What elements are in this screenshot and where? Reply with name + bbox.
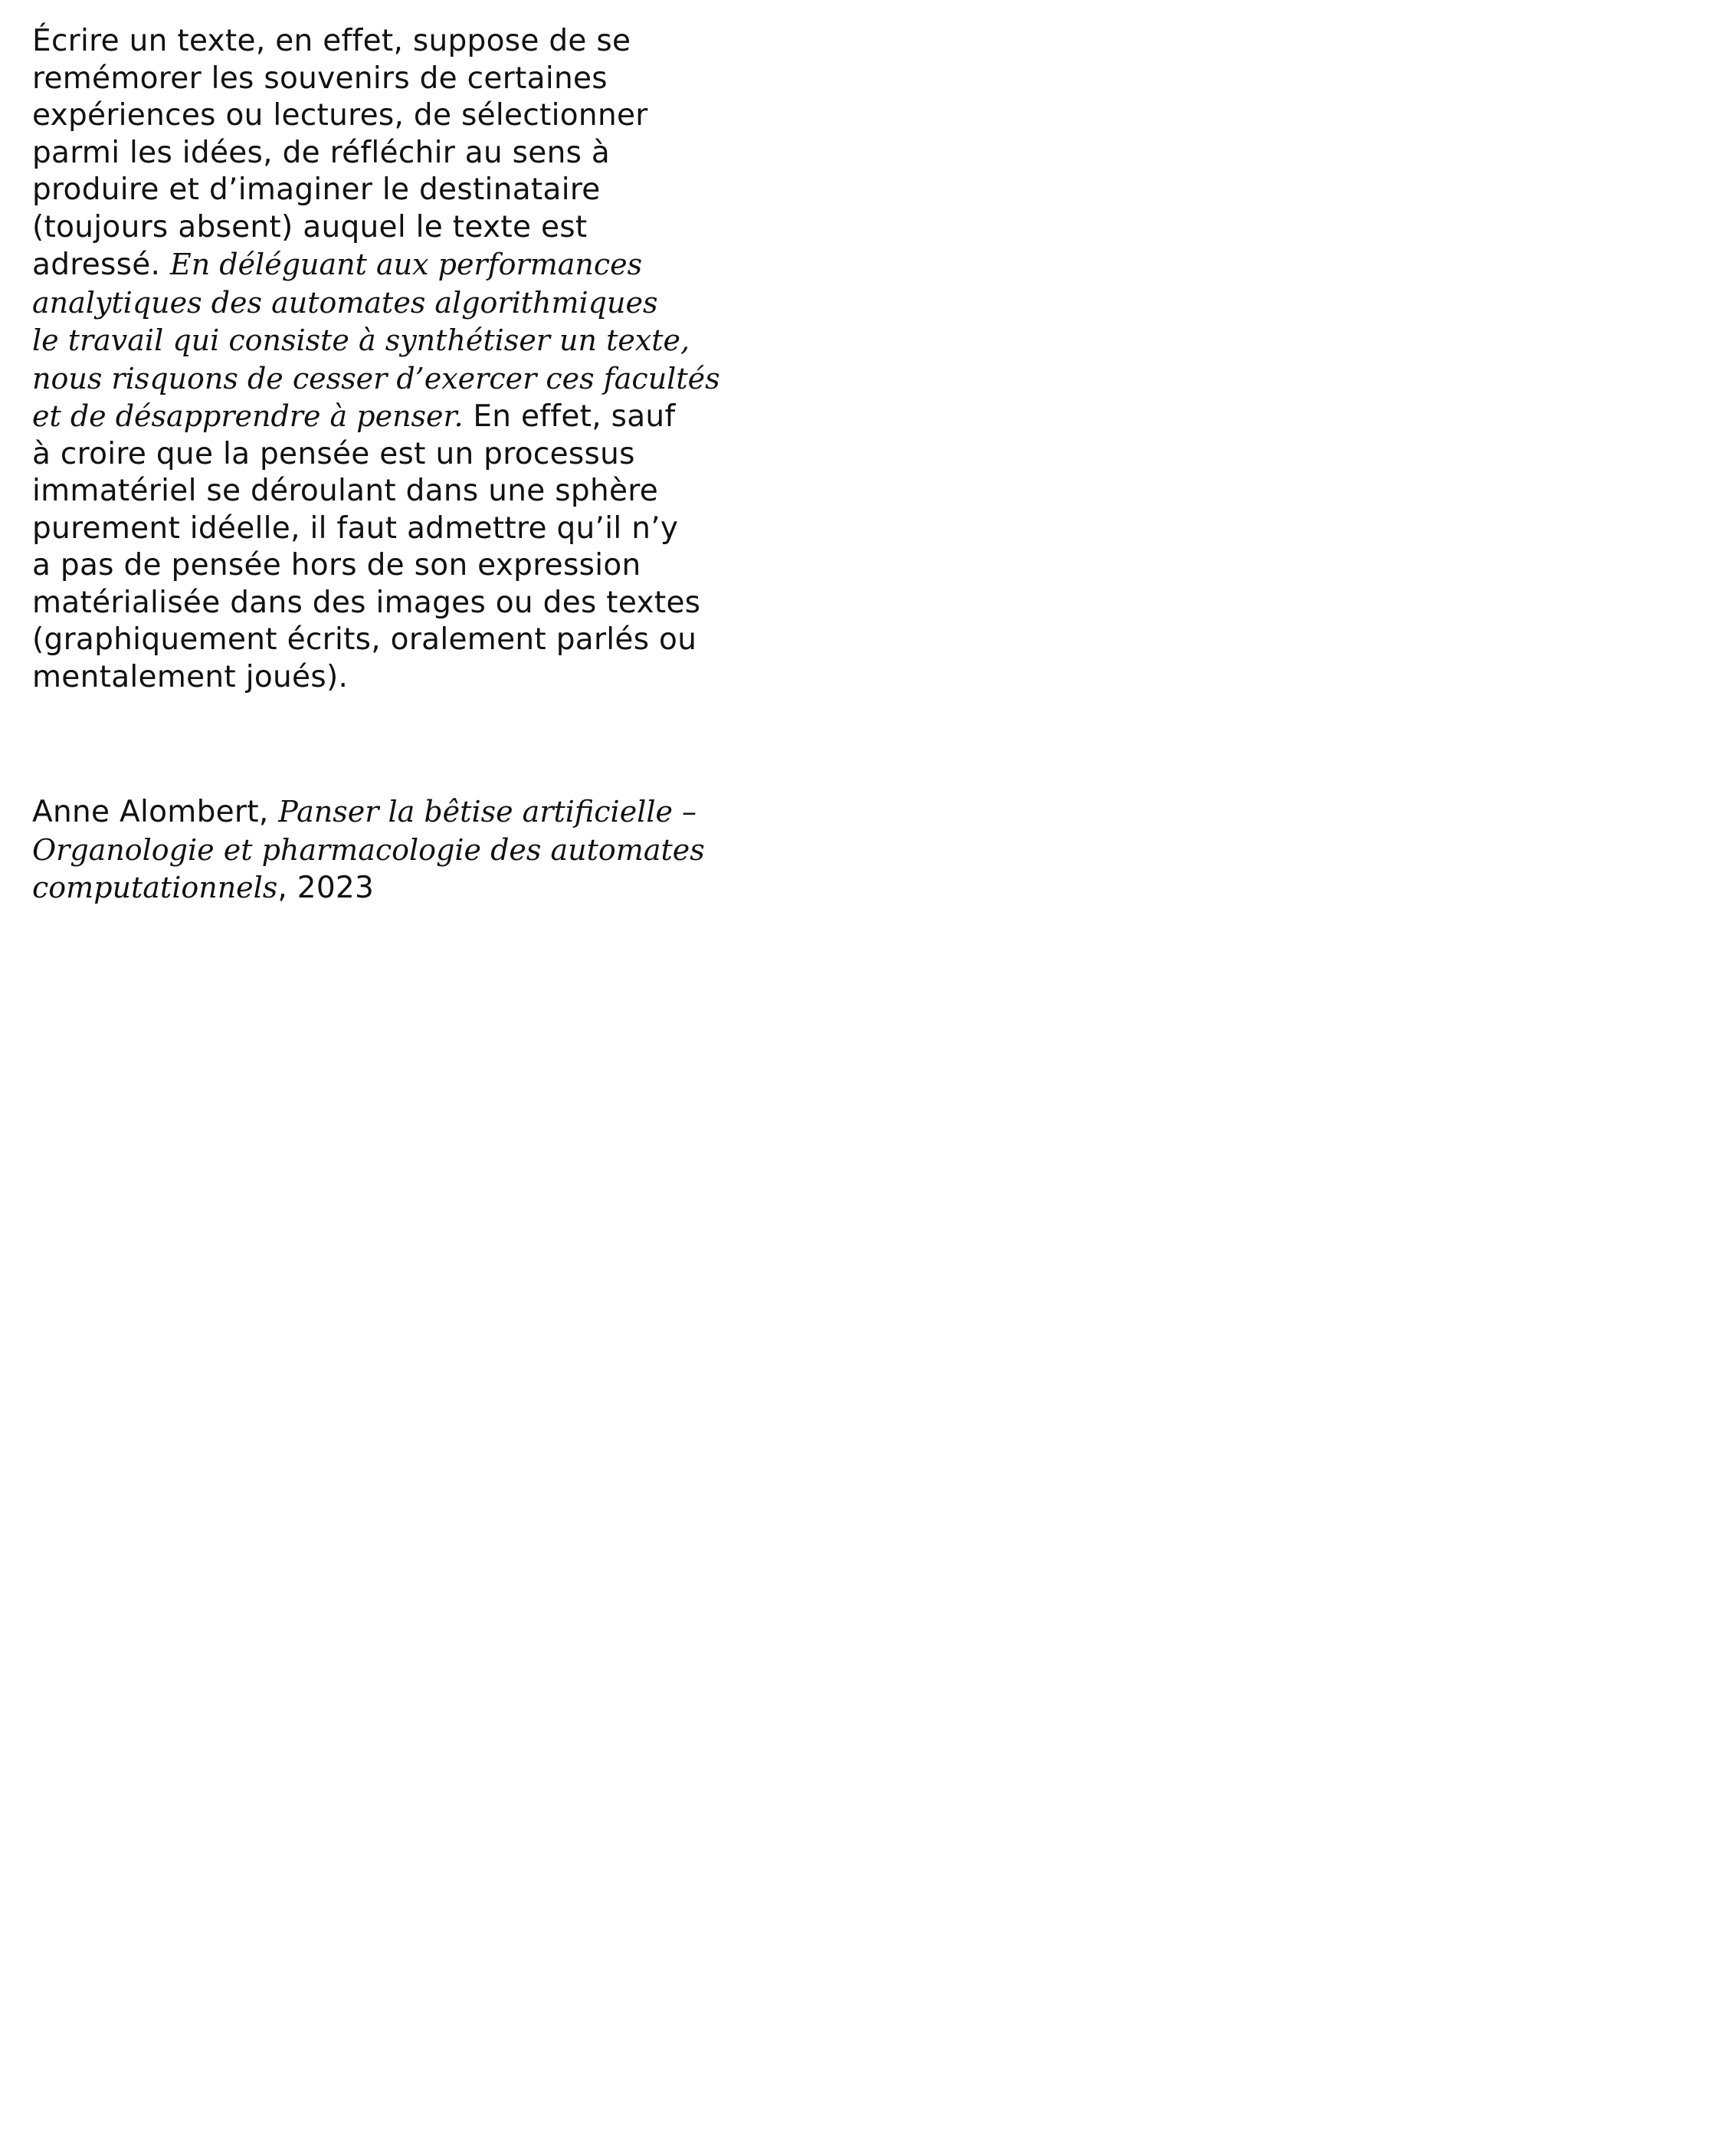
text-line (32, 659, 783, 697)
text-run: à croire que la pensée est un processus (32, 436, 635, 471)
text-run: expériences ou lectures, de sélectionner (32, 98, 648, 133)
text-run: a pas de pensée hors de son expression (32, 548, 641, 582)
text-run: purement idéelle, il faut admettre qu’il n’y (32, 510, 679, 546)
italic-run: analytiques des automates algorithmiques (32, 285, 658, 320)
text-line (32, 172, 783, 209)
text-line (32, 793, 705, 832)
text-run: matérialisée dans des images ou des textes (32, 585, 701, 620)
text-run: Anne Alombert, (32, 795, 279, 829)
italic-run: nous risquons de cesser d’exercer ces facultés (32, 361, 720, 395)
text-run: remémorer les souvenirs de certaines (32, 61, 608, 96)
text-line (32, 869, 705, 907)
italic-run: computationnels (32, 871, 278, 904)
italic-run: Organologie et pharmacologie des automates (32, 832, 705, 867)
text-line (32, 436, 783, 474)
text-line (32, 473, 783, 510)
text-run: produire et d’imaginer le destinataire (32, 172, 601, 207)
text-line (32, 510, 783, 548)
text-line (32, 622, 783, 659)
text-line (32, 209, 783, 247)
text-line (32, 398, 783, 436)
text-line (32, 585, 783, 622)
text-line (32, 360, 783, 399)
citation (32, 793, 705, 907)
text-line (32, 832, 705, 870)
text-run: , 2023 (277, 871, 375, 905)
text-line (32, 284, 783, 323)
text-line (32, 61, 783, 98)
document-page (32, 23, 783, 905)
text-run: Écrire un texte, en effet, suppose de se (32, 24, 631, 58)
text-run: (toujours absent) auquel le texte est (32, 209, 588, 244)
text-run: mentalement joués). (32, 659, 349, 694)
text-line (32, 246, 783, 284)
text-run: adressé. (32, 248, 170, 282)
italic-run: En déléguant aux performances (169, 248, 643, 281)
text-run: immatériel se déroulant dans une sphère (32, 474, 659, 508)
text-run: En effet, sauf (463, 399, 676, 434)
text-line (32, 135, 783, 172)
text-run: (graphiquement écrits, oralement parlés ou (32, 622, 697, 657)
quote-text (32, 23, 783, 696)
text-line (32, 23, 783, 61)
italic-run: Panser la bêtise artificielle – (278, 795, 697, 829)
text-line (32, 322, 783, 360)
italic-run: le travail qui consiste à synthétiser un texte, (32, 323, 690, 357)
text-run: parmi les idées, de réfléchir au sens à (32, 135, 611, 170)
text-line (32, 97, 783, 135)
text-line (32, 547, 783, 585)
italic-run: et de désapprendre à penser. (32, 399, 464, 433)
